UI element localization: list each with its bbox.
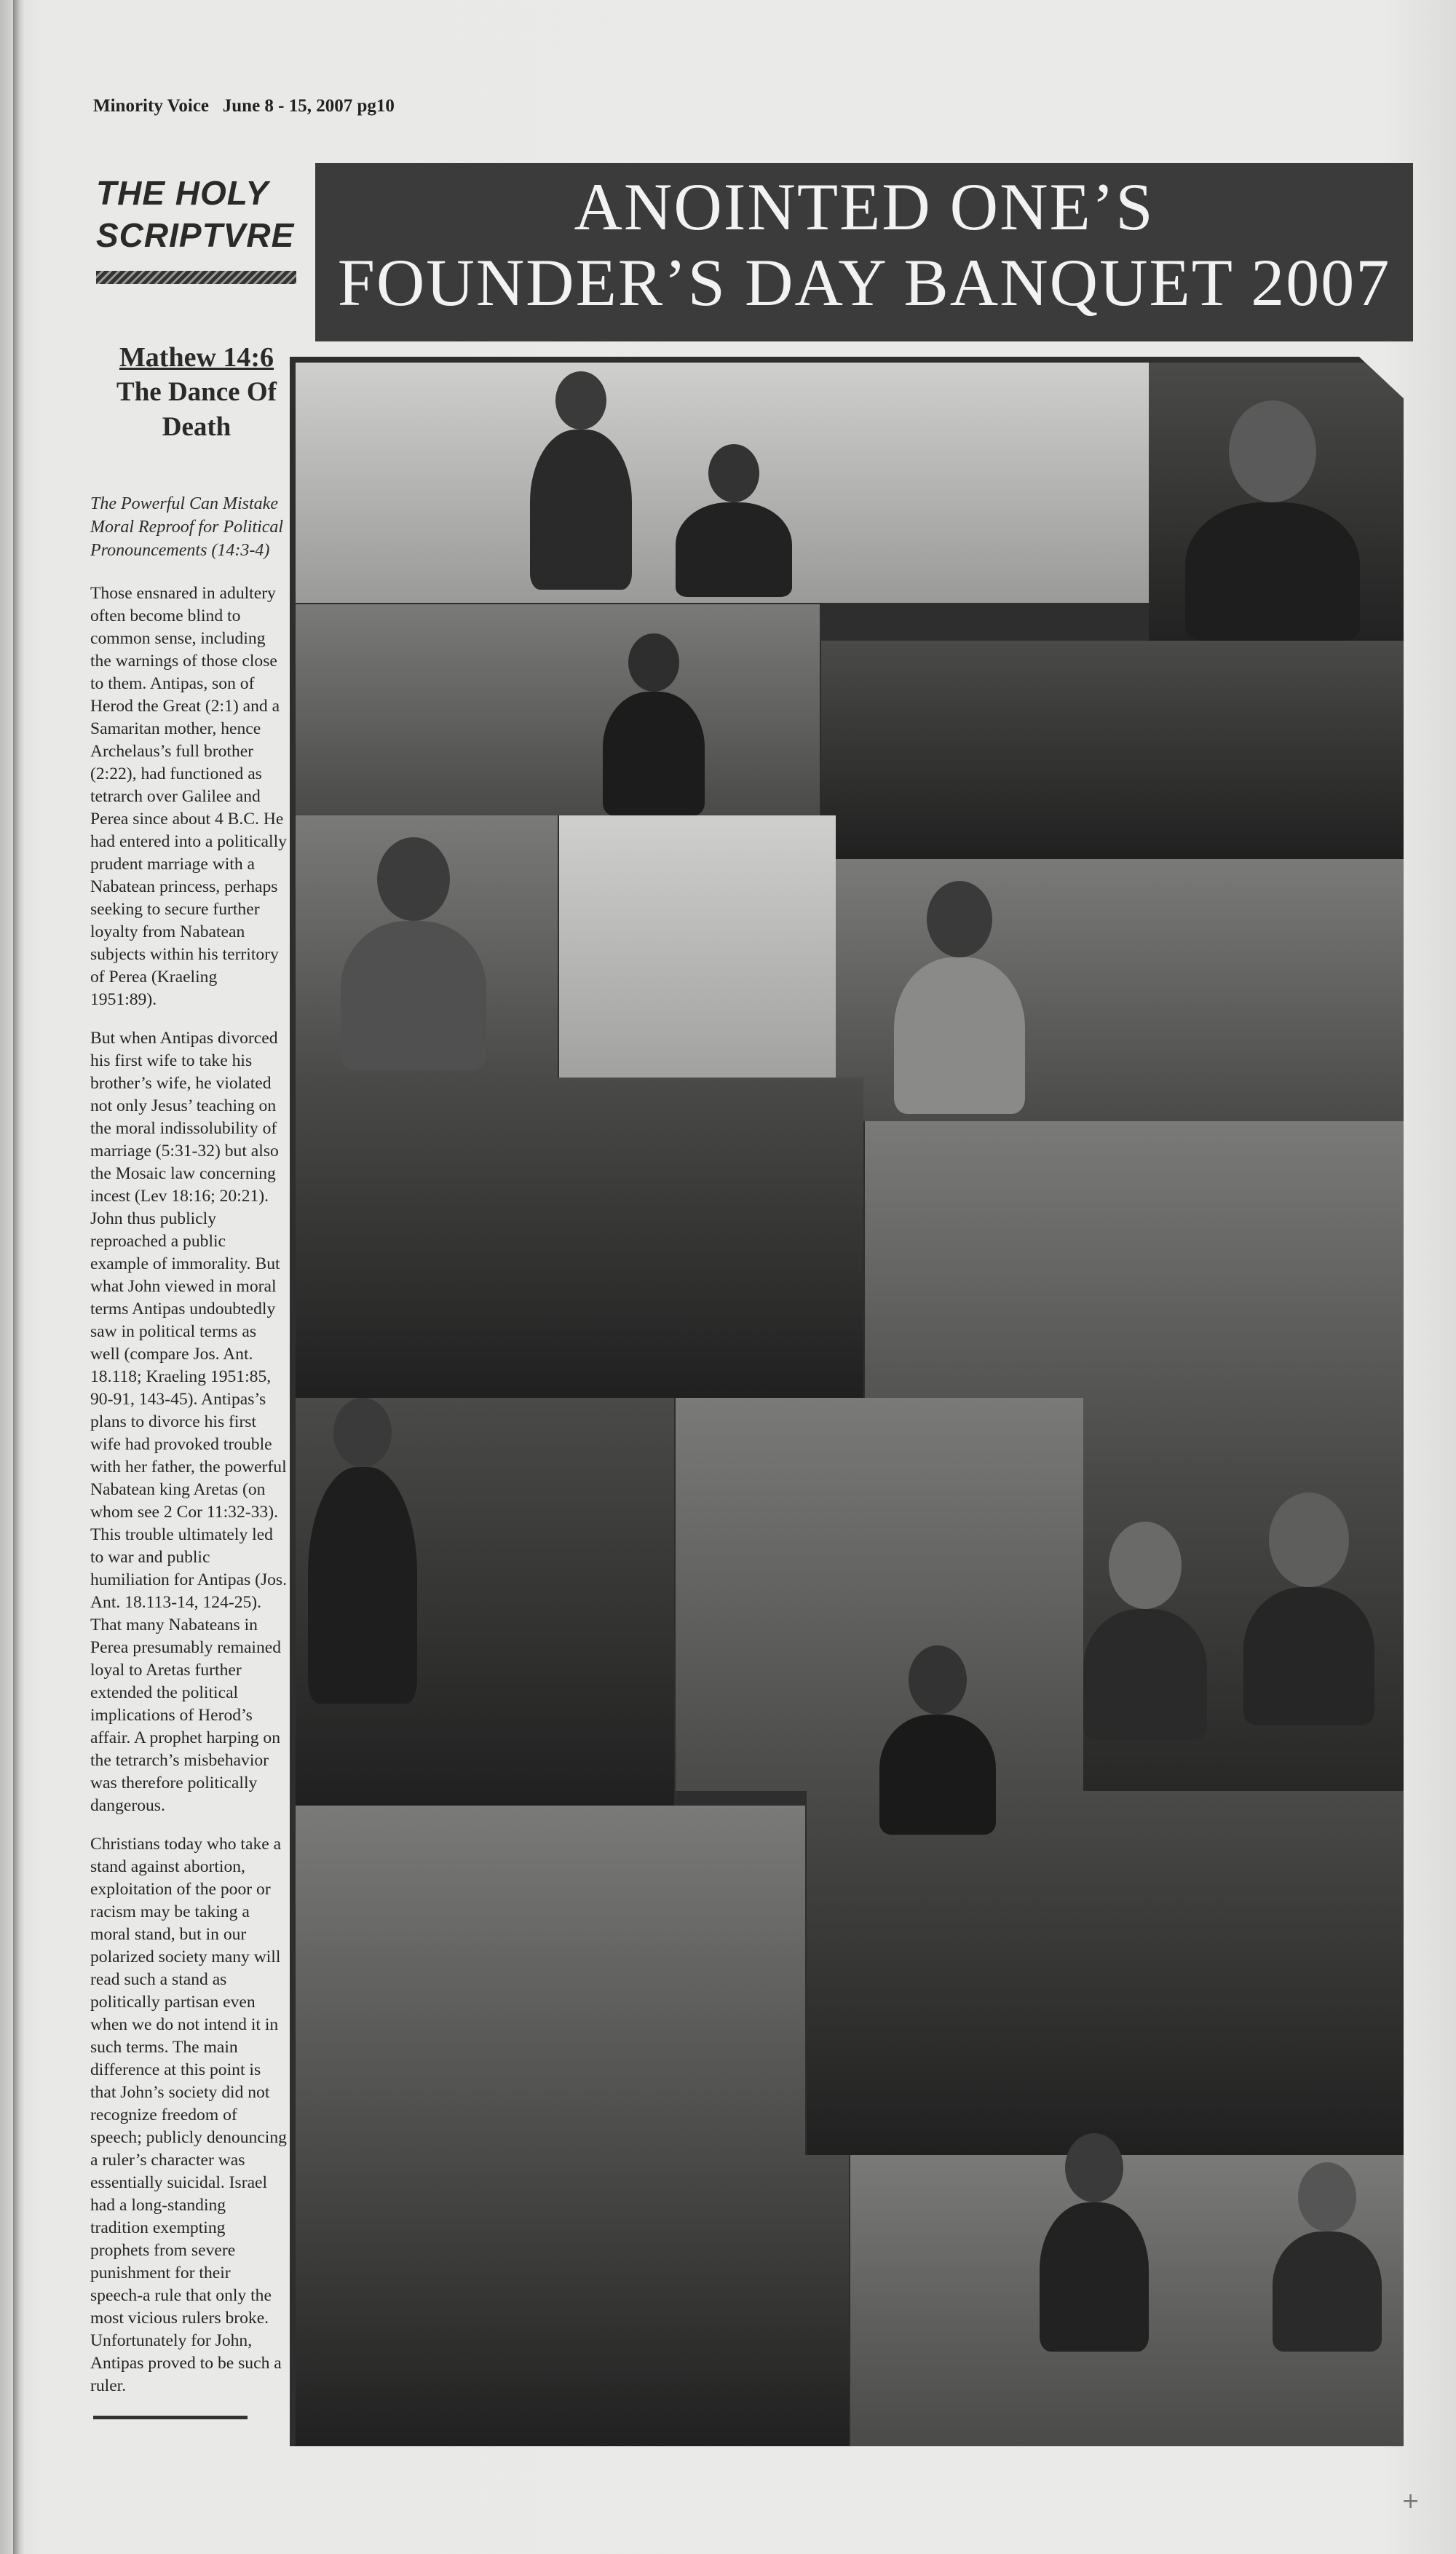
person-silhouette: [333, 837, 494, 1070]
person-silhouette: [1265, 2162, 1389, 2352]
person-silhouette: [304, 1398, 421, 1704]
headline: [315, 169, 1413, 320]
article-subhead: The Powerful Can Mistake Moral Reproof for Political Pronouncements (14:3-4): [90, 494, 284, 560]
photo-bottom-left: [296, 2155, 849, 2446]
article-title-block: [95, 340, 298, 445]
article-paragraph: But when Antipas divorced his first wife to take his brother’s wife, he violated not only Jesus’ teaching on the moral indissolubility of marriage (5:31-32) but also the Mosaic law concerning incest (Lev 18:16; 20:21). John thus publicly reproached a public example of immorality. But what John viewed in moral terms Antipas undoubtedly saw in political terms as well (compare Jos. Ant. 18.118; Kraeling 1951:85, 90-91, 143-45). Antipas’s plans to divorce his first wife had provoked trouble with her father, the powerful Nabatean king Aretas (on whom see 2 Cor 11:32-33). This trouble ultimately led to war and public humiliation for Antipas (Jos. Ant. 18.113-14, 124-25). That many Nabateans in Perea presumably remained loyal to Aretas further extended the political implications of Herod’s affair. A prophet harping on the tetrarch’s misbehavior was therefore politically dangerous.: [90, 1029, 288, 1815]
person-silhouette: [1032, 2133, 1156, 2352]
article-paragraph: Christians today who take a stand against abortion, exploitation of the poor or racism may be taking a moral stand, but in our polarized society many will read such a stand as politically partisan even when we do not intend it in such terms. The main difference at this point is that John’s society did not recognize freedom of speech; publicly denouncing a ruler’s character was essentially suicidal. Israel had a long-standing tradition exempting prophets from severe punishment for their speech-a rule that only the most vicious rulers broke. Unfortunately for John, Antipas proved to be such a ruler.: [90, 1835, 287, 2395]
photo-group-standing: [296, 604, 820, 815]
article-body: [90, 582, 287, 2413]
person-silhouette: [1236, 1493, 1382, 1725]
headline-line-1: ANOINTED ONE’S: [574, 170, 1155, 244]
photo-couples: [296, 1078, 863, 1398]
person-silhouette: [596, 633, 712, 815]
person-silhouette: [523, 371, 639, 590]
holy-scripture-logo: [96, 172, 300, 256]
photo-men-hats: [559, 815, 836, 1121]
photo-guests-seated: [296, 1806, 805, 2155]
photo-group-men: [821, 641, 1404, 859]
article-paragraph: Those ensnared in adultery often become blind to common sense, including the warnings of those close to them. Antipas, son of Herod the Great (2:1) and a Samaritan mother, hence Archelaus’s full brother (2:22), had functioned as tetrarch over Galilee and Perea since about 4 B.C. He had entered into a politically prudent marriage with a Nabatean princess, perhaps seeking to secure further loyalty from Nabatean subjects within his territory of Perea (Kraeling 1951:89).: [90, 584, 287, 1009]
banquet-photo-collage: [290, 357, 1404, 2446]
logo-line-1: THE HOLY: [96, 174, 269, 212]
person-silhouette: [668, 444, 799, 597]
column-end-rule: [93, 2416, 248, 2419]
person-silhouette: [872, 1645, 1003, 1835]
logo-decorative-rule: [96, 271, 296, 284]
registration-mark: +: [1401, 2488, 1420, 2514]
page-binding-edge: [13, 0, 25, 2554]
logo-line-2: SCRIPTVRE: [96, 216, 295, 254]
person-silhouette: [887, 881, 1032, 1114]
article-title-line-2: Death: [162, 412, 232, 442]
photo-guests-right: [807, 1791, 1404, 2155]
headline-line-2: FOUNDER’S DAY BANQUET 2007: [337, 245, 1391, 320]
scripture-reference: Mathew 14:6: [119, 342, 274, 373]
issue-date-page: June 8 - 15, 2007 pg10: [222, 96, 395, 116]
masthead: [93, 96, 395, 116]
publication-name: Minority Voice: [93, 96, 210, 116]
person-silhouette: [1178, 400, 1367, 641]
person-silhouette: [1076, 1522, 1214, 1740]
article-title-line-1: The Dance Of: [116, 377, 277, 407]
